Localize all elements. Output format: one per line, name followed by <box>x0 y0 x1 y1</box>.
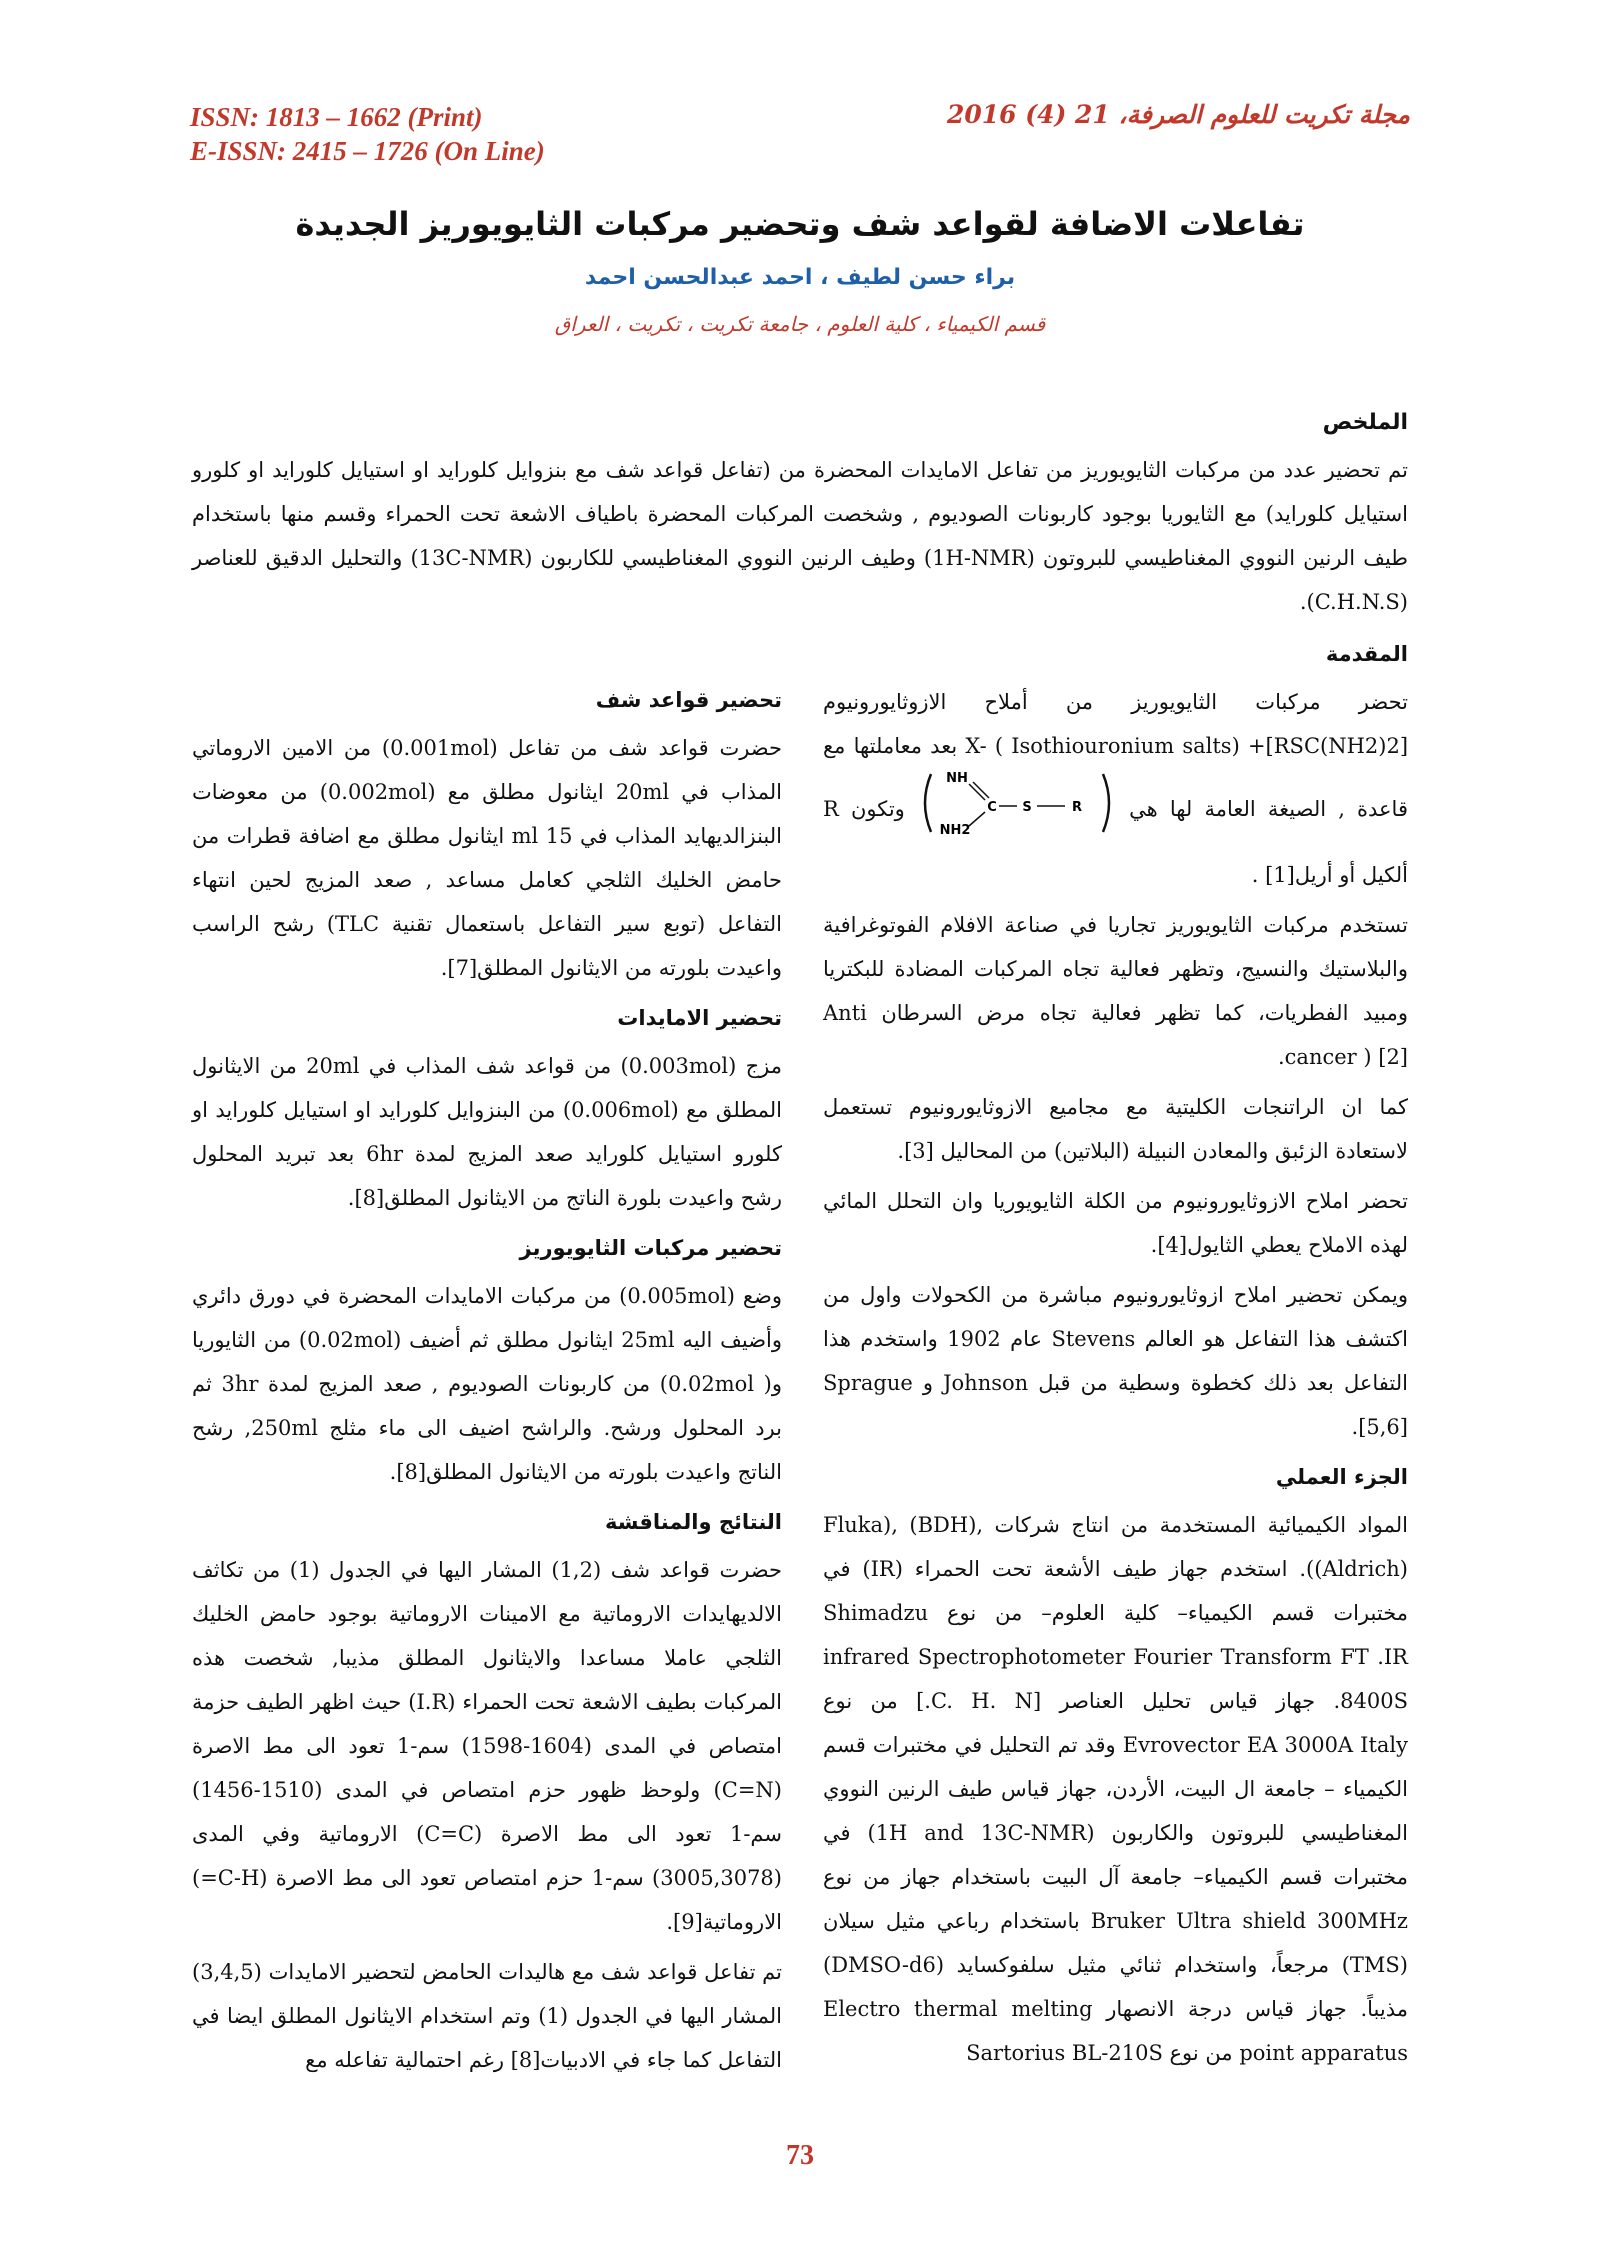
issn-print: ISSN: 1813 – 1662 (Print) <box>190 102 483 132</box>
formula-r-label: R <box>1071 800 1082 815</box>
affiliation: قسم الكيمياء ، كلية العلوم ، جامعة تكريت ، تكريت ، العراق <box>554 312 1046 336</box>
intro-paragraph-3: كما ان الراتنجات الكليتية مع مجاميع الازوثايورونيوم تستعمل لاستعادة الزئبق والمعادن النبيلة (البلاتين) من المحاليل [3]. <box>823 1095 1408 1163</box>
amide-paragraph: مزج (0.003mol) من قواعد شف المذاب في 20ml من الايثانول المطلق مع (0.006mol) من البنزوايل كلورايد او استيايل كلورايد او كلورو استيايل كلورايد صعد المزيج لمدة 6hr بعد تبريد المحلول رشح واعيدت بلورة الناتج من الايثانول المطلق[8]. <box>192 1054 782 1210</box>
intro-heading: المقدمة <box>1325 642 1408 666</box>
general-formula-figure <box>917 768 1117 853</box>
experimental-heading: الجزء العملي <box>1275 1465 1408 1489</box>
paper-title: تفاعلات الاضافة لقواعد شف وتحضير مركبات الثايويوريز الجديدة <box>295 205 1305 243</box>
formula-nh-label: NH <box>946 771 968 786</box>
issn-online: E-ISSN: 2415 – 1726 (On Line) <box>190 136 545 166</box>
intro-p1a: تحضر مركبات الثايويوريز من أملاح الازوثايورونيوم [RSC(NH2)2]+ X- ( Isothiouronium salts) بعد معاملتها مع قاعدة , الصيغة العامة لها هي <box>823 690 1409 821</box>
schiff-paragraph: حضرت قواعد شف من تفاعل (0.001mol) من الامين الاروماتي المذاب في 20ml ايثانول مطلق مع (0.002mol) من معوضات البنزالديهايد المذاب في 15 ml ايثانول مطلق مع اضافة قطرات من حامض الخليك الثلجي كعامل مساعد , صعد المزيج لحين انتهاء التفاعل (توبع سير التفاعل باستعمال تقنية TLC) رشح الراسب واعيدت بلورته من الايثانول المطلق[7]. <box>192 736 783 980</box>
intro-p1b: وتكون R ألكيل أو أريل[1] . <box>823 797 1408 887</box>
formula-nh2-label: NH2 <box>939 823 971 838</box>
journal-citation: مجلة تكريت للعلوم الصرفة، 21 (4) 2016 <box>946 100 1410 129</box>
results-paragraph-2: تم تفاعل قواعد شف مع هاليدات الحامض لتحضير الامايدات (3,4,5) المشار اليها في الجدول (1) وتم استخدام الايثانول المطلق ايضا في التفاعل كما جاء في الادبيات[8] رغم احتمالية تفاعله مع <box>192 1960 782 2072</box>
page-number: 73 <box>786 2140 814 2171</box>
schiff-heading: تحضير قواعد شف <box>595 688 782 712</box>
abstract-heading: الملخص <box>1322 410 1408 435</box>
thiourea-paragraph: وضع (0.005mol) من مركبات الامايدات المحضرة في دورق دائري وأضيف اليه 25ml ايثانول مطلق ثم أضيف (0.02mol) من الثايوريا و( 0.02mol) من كاربونات الصوديوم , صعد المزيج لمدة 3hr ثم برد المحلول ورشح. والراشح اضيف الى ماء مثلج 250ml, رشح الناتج واعيدت بلورته من الايثانول المطلق[8]. <box>192 1284 783 1484</box>
results-heading: النتائج والمناقشة <box>605 1510 782 1534</box>
abstract-text: تم تحضير عدد من مركبات الثايويوريز من تفاعل الامايدات المحضرة من (تفاعل قواعد شف مع بنزوايل كلورايد او استيايل كلورايد او كلورو استيايل كلورايد) مع الثايوريا بوجود كاربونات الصوديوم , وشخصت المركبات المحضرة باطياف الاشعة تحت الحمراء وقسم منها باستخدام طيف الرنين النووي المغناطيسي للبروتون (1H-NMR) وطيف الرنين النووي المغناطيسي للكاربون (13C-NMR) والتحليل الدقيق للعناصر (C.H.N.S). <box>192 458 1409 614</box>
intro-paragraph-1 <box>823 680 1408 897</box>
thiourea-heading: تحضير مركبات الثايويوريز <box>519 1236 782 1260</box>
isothiourea-structure <box>917 768 1117 838</box>
intro-paragraph-5: ويمكن تحضير املاح ازوثايورونيوم مباشرة من الكحولات واول من اكتشف هذا التفاعل هو العالم Stevens عام 1902 واستخدم هذا التفاعل بعد ذلك كخطوة وسطية من قبل Johnson و Sprague [5,6]. <box>823 1283 1408 1439</box>
right-column <box>823 630 1408 2081</box>
results-paragraph-1: حضرت قواعد شف (1,2) المشار اليها في الجدول (1) من تكاثف الالديهايدات الاروماتية مع الامينات الاروماتية بوجود حامض الخليك الثلجي عاملا مساعدا والايثانول المطلق مذيبا, شخصت هذه المركبات بطيف الاشعة تحت الحمراء (I.R) حيث اظهر الطيف حزمة امتصاص في المدى (1604-1598) سم-1 تعود الى مط الاصرة (C=N) ولوحظ ظهور حزم امتصاص في المدى (1510-1456) سم-1 تعود الى مط الاصرة (C=C) الاروماتية وفي المدى (3005,3078) سم-1 حزم امتصاص تعود الى مط الاصرة (C-H=) الاروماتية[9]. <box>192 1558 783 1934</box>
experimental-paragraph: المواد الكيميائية المستخدمة من انتاج شركات Fluka), (BDH), (Aldrich)). استخدم جهاز طيف الأشعة تحت الحمراء (IR) في مختبرات قسم الكيمياء– كلية العلوم– من نوع Shimadzu infrared Spectrophotometer Fourier Transform FT .IR 8400S. جهاز قياس تحليل العناصر [C. H. N.] من نوع Evrovector EA 3000A Italy وقد تم التحليل في مختبرات قسم الكيمياء – جامعة ال البيت، الأردن، جهاز قياس طيف الرنين النووي المغناطيسي للبروتون والكاربون (1H and 13C-NMR) في مختبرات قسم الكيمياء– جامعة آل البيت باستخدام جهاز من نوع Bruker Ultra shield 300MHz باستخدام رباعي مثيل سيلان (TMS) مرجعاً، واستخدام ثنائي مثيل سلفوكسايد (DMSO-d6) مذيباً. جهاز قياس درجة الانصهار Electro thermal melting point apparatus من نوع Sartorius BL-210S <box>823 1513 1409 2065</box>
formula-c-label: C <box>987 800 997 815</box>
intro-paragraph-2: تستخدم مركبات الثايويوريز تجاريا في صناعة الافلام الفوتوغرافية والبلاستيك والنسيج، وتظهر فعالية تجاه المركبات المضادة للبكتريا ومبيد الفطريات، كما تظهر فعالية تجاه مرض السرطان Anti cancer ) [2]. <box>823 913 1408 1069</box>
amide-heading: تحضير الامايدات <box>617 1006 782 1030</box>
authors: براء حسن لطيف ، احمد عبدالحسن احمد <box>584 265 1016 290</box>
left-column <box>192 676 782 2088</box>
intro-paragraph-4: تحضر املاح الازوثايورونيوم من الكلة الثايويوريا وان التحلل المائي لهذه الاملاح يعطي الثايول[4]. <box>823 1189 1408 1257</box>
issn-block <box>190 100 545 168</box>
formula-s-label: S <box>1022 800 1032 815</box>
